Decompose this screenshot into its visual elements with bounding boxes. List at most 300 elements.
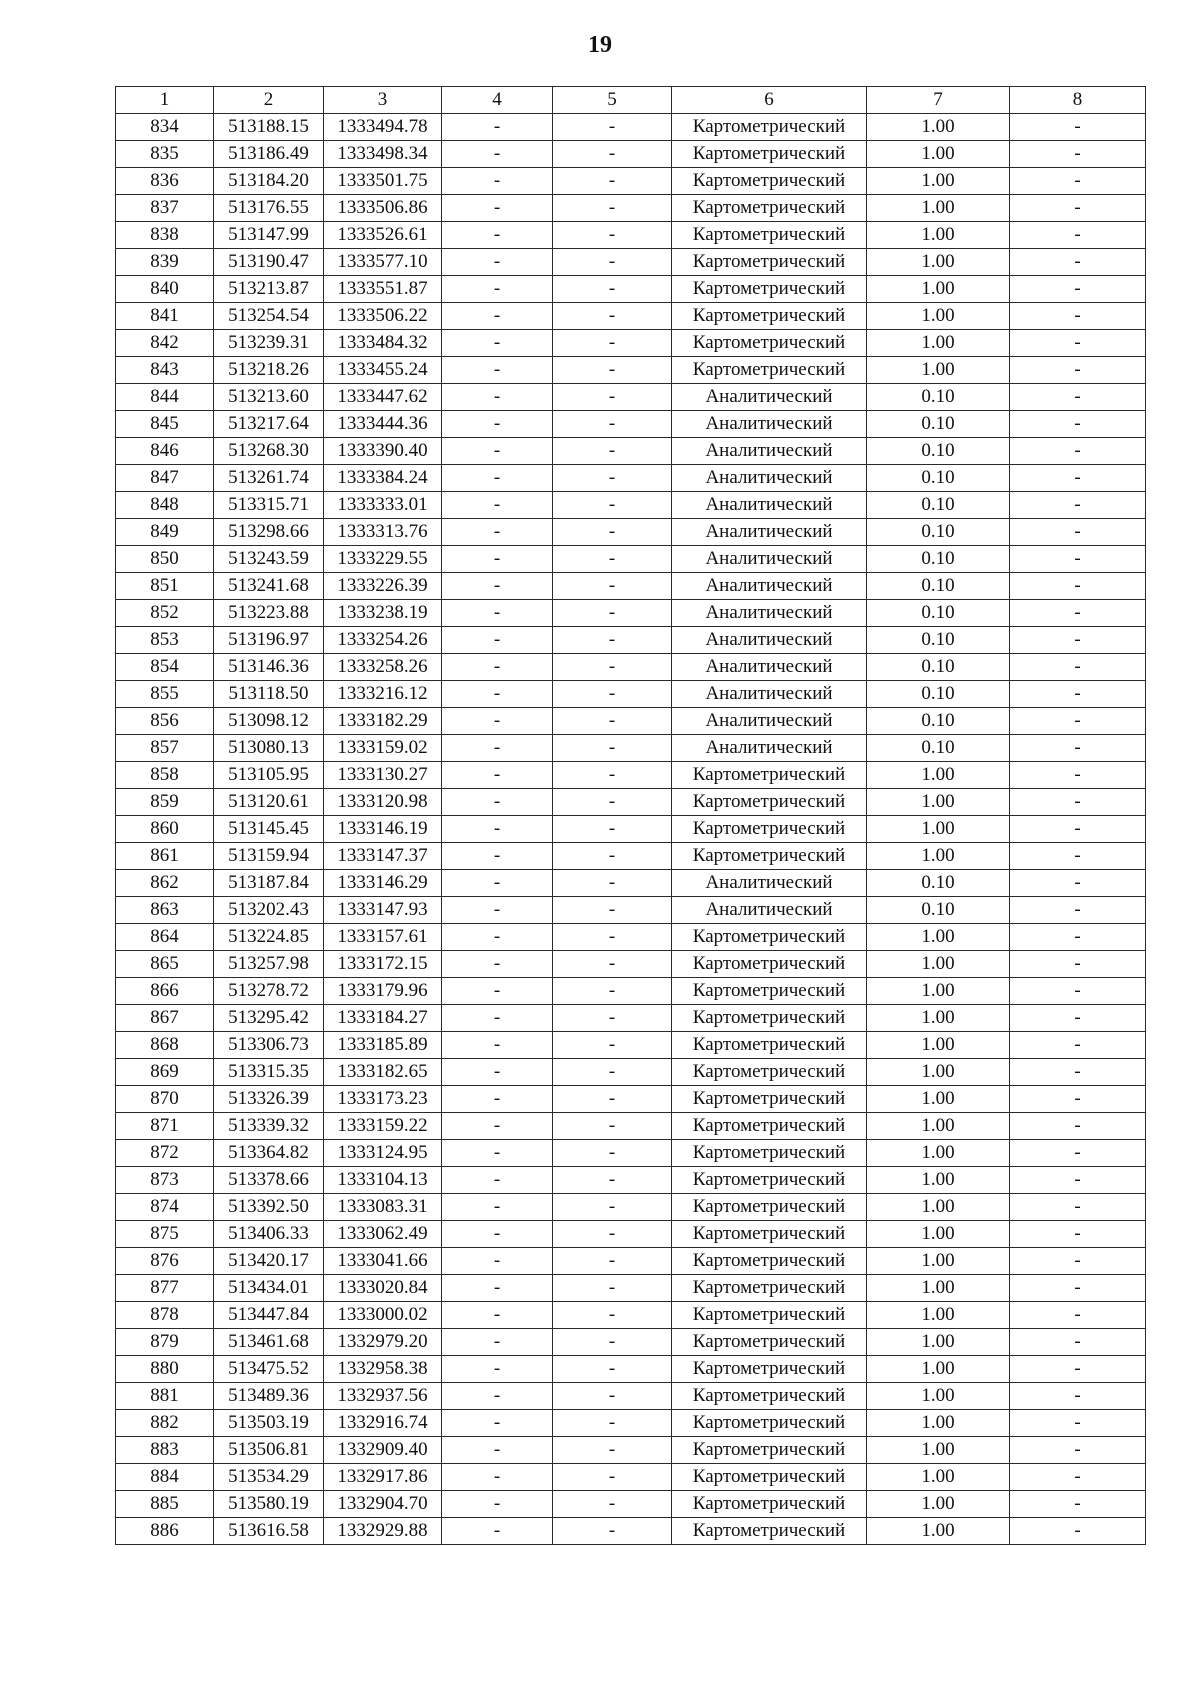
- column-8-cell: -: [1010, 789, 1146, 816]
- column-5-cell: -: [553, 195, 672, 222]
- table-row: [116, 843, 1146, 870]
- accuracy-cell: 0.10: [867, 411, 1010, 438]
- column-8-cell: -: [1010, 1383, 1146, 1410]
- column-4-cell: -: [442, 1167, 553, 1194]
- x-coordinate-cell: 513315.35: [214, 1059, 324, 1086]
- table-row: [116, 978, 1146, 1005]
- y-coordinate-cell: 1333184.27: [324, 1005, 442, 1032]
- column-5-cell: -: [553, 1005, 672, 1032]
- method-cell: Картометрический: [672, 276, 867, 303]
- x-coordinate-cell: 513339.32: [214, 1113, 324, 1140]
- header-row: [116, 87, 1146, 114]
- method-cell: Картометрический: [672, 249, 867, 276]
- table-row: [116, 519, 1146, 546]
- column-8-cell: -: [1010, 1464, 1146, 1491]
- y-coordinate-cell: 1333182.65: [324, 1059, 442, 1086]
- accuracy-cell: 1.00: [867, 1086, 1010, 1113]
- y-coordinate-cell: 1333333.01: [324, 492, 442, 519]
- table-row: [116, 600, 1146, 627]
- method-cell: Картометрический: [672, 816, 867, 843]
- column-4-cell: -: [442, 141, 553, 168]
- x-coordinate-cell: 513176.55: [214, 195, 324, 222]
- column-8-cell: -: [1010, 870, 1146, 897]
- column-8-cell: -: [1010, 546, 1146, 573]
- table-row: [116, 573, 1146, 600]
- column-8-cell: -: [1010, 1167, 1146, 1194]
- table-row: [116, 1221, 1146, 1248]
- point-number-cell: 884: [116, 1464, 214, 1491]
- accuracy-cell: 1.00: [867, 168, 1010, 195]
- method-cell: Картометрический: [672, 1248, 867, 1275]
- column-8-cell: -: [1010, 168, 1146, 195]
- column-5-cell: -: [553, 1464, 672, 1491]
- point-number-cell: 885: [116, 1491, 214, 1518]
- method-cell: Аналитический: [672, 627, 867, 654]
- column-4-cell: -: [442, 465, 553, 492]
- column-4-cell: -: [442, 1248, 553, 1275]
- column-5-cell: -: [553, 168, 672, 195]
- column-5-cell: -: [553, 411, 672, 438]
- point-number-cell: 867: [116, 1005, 214, 1032]
- table-row: [116, 114, 1146, 141]
- column-8-cell: -: [1010, 303, 1146, 330]
- column-header: 4: [442, 87, 553, 114]
- column-8-cell: -: [1010, 195, 1146, 222]
- column-5-cell: -: [553, 1086, 672, 1113]
- method-cell: Картометрический: [672, 357, 867, 384]
- column-8-cell: -: [1010, 951, 1146, 978]
- table-row: [116, 1437, 1146, 1464]
- column-5-cell: -: [553, 1518, 672, 1545]
- table-row: [116, 1167, 1146, 1194]
- column-8-cell: -: [1010, 897, 1146, 924]
- accuracy-cell: 1.00: [867, 1140, 1010, 1167]
- table-row: [116, 411, 1146, 438]
- y-coordinate-cell: 1333390.40: [324, 438, 442, 465]
- point-number-cell: 848: [116, 492, 214, 519]
- x-coordinate-cell: 513196.97: [214, 627, 324, 654]
- y-coordinate-cell: 1333104.13: [324, 1167, 442, 1194]
- column-5-cell: -: [553, 897, 672, 924]
- point-number-cell: 850: [116, 546, 214, 573]
- column-8-cell: -: [1010, 1005, 1146, 1032]
- x-coordinate-cell: 513120.61: [214, 789, 324, 816]
- point-number-cell: 881: [116, 1383, 214, 1410]
- point-number-cell: 834: [116, 114, 214, 141]
- column-4-cell: -: [442, 1221, 553, 1248]
- method-cell: Картометрический: [672, 1032, 867, 1059]
- y-coordinate-cell: 1333083.31: [324, 1194, 442, 1221]
- method-cell: Картометрический: [672, 1059, 867, 1086]
- column-5-cell: -: [553, 249, 672, 276]
- column-5-cell: -: [553, 1221, 672, 1248]
- point-number-cell: 882: [116, 1410, 214, 1437]
- point-number-cell: 845: [116, 411, 214, 438]
- y-coordinate-cell: 1332979.20: [324, 1329, 442, 1356]
- y-coordinate-cell: 1333147.93: [324, 897, 442, 924]
- accuracy-cell: 1.00: [867, 843, 1010, 870]
- accuracy-cell: 0.10: [867, 600, 1010, 627]
- table-row: [116, 762, 1146, 789]
- method-cell: Картометрический: [672, 843, 867, 870]
- table-row: [116, 546, 1146, 573]
- column-4-cell: -: [442, 816, 553, 843]
- column-5-cell: -: [553, 1383, 672, 1410]
- table-row: [116, 1410, 1146, 1437]
- y-coordinate-cell: 1333226.39: [324, 573, 442, 600]
- point-number-cell: 837: [116, 195, 214, 222]
- x-coordinate-cell: 513118.50: [214, 681, 324, 708]
- column-5-cell: -: [553, 546, 672, 573]
- column-5-cell: -: [553, 1329, 672, 1356]
- accuracy-cell: 1.00: [867, 924, 1010, 951]
- point-number-cell: 863: [116, 897, 214, 924]
- x-coordinate-cell: 513447.84: [214, 1302, 324, 1329]
- table-row: [116, 1302, 1146, 1329]
- x-coordinate-cell: 513298.66: [214, 519, 324, 546]
- column-8-cell: -: [1010, 1329, 1146, 1356]
- point-number-cell: 873: [116, 1167, 214, 1194]
- table-row: [116, 492, 1146, 519]
- column-8-cell: -: [1010, 1086, 1146, 1113]
- column-header: 1: [116, 87, 214, 114]
- column-5-cell: -: [553, 465, 672, 492]
- accuracy-cell: 1.00: [867, 1491, 1010, 1518]
- column-5-cell: -: [553, 627, 672, 654]
- y-coordinate-cell: 1333130.27: [324, 762, 442, 789]
- column-4-cell: -: [442, 1032, 553, 1059]
- x-coordinate-cell: 513098.12: [214, 708, 324, 735]
- x-coordinate-cell: 513243.59: [214, 546, 324, 573]
- point-number-cell: 858: [116, 762, 214, 789]
- method-cell: Аналитический: [672, 438, 867, 465]
- accuracy-cell: 1.00: [867, 1302, 1010, 1329]
- y-coordinate-cell: 1333020.84: [324, 1275, 442, 1302]
- y-coordinate-cell: 1333157.61: [324, 924, 442, 951]
- column-4-cell: -: [442, 411, 553, 438]
- method-cell: Картометрический: [672, 1005, 867, 1032]
- y-coordinate-cell: 1333172.15: [324, 951, 442, 978]
- column-8-cell: -: [1010, 438, 1146, 465]
- x-coordinate-cell: 513580.19: [214, 1491, 324, 1518]
- point-number-cell: 854: [116, 654, 214, 681]
- column-4-cell: -: [442, 276, 553, 303]
- column-5-cell: -: [553, 519, 672, 546]
- y-coordinate-cell: 1333182.29: [324, 708, 442, 735]
- x-coordinate-cell: 513364.82: [214, 1140, 324, 1167]
- column-header: 8: [1010, 87, 1146, 114]
- accuracy-cell: 0.10: [867, 870, 1010, 897]
- column-8-cell: -: [1010, 492, 1146, 519]
- method-cell: Картометрический: [672, 303, 867, 330]
- column-8-cell: -: [1010, 465, 1146, 492]
- x-coordinate-cell: 513392.50: [214, 1194, 324, 1221]
- column-5-cell: -: [553, 1140, 672, 1167]
- accuracy-cell: 1.00: [867, 1221, 1010, 1248]
- x-coordinate-cell: 513217.64: [214, 411, 324, 438]
- column-8-cell: -: [1010, 843, 1146, 870]
- column-4-cell: -: [442, 1113, 553, 1140]
- column-4-cell: -: [442, 1464, 553, 1491]
- column-5-cell: -: [553, 600, 672, 627]
- column-4-cell: -: [442, 843, 553, 870]
- x-coordinate-cell: 513306.73: [214, 1032, 324, 1059]
- table-row: [116, 924, 1146, 951]
- point-number-cell: 870: [116, 1086, 214, 1113]
- table-row: [116, 1194, 1146, 1221]
- accuracy-cell: 0.10: [867, 627, 1010, 654]
- column-4-cell: -: [442, 1437, 553, 1464]
- x-coordinate-cell: 513239.31: [214, 330, 324, 357]
- column-4-cell: -: [442, 492, 553, 519]
- column-4-cell: -: [442, 357, 553, 384]
- table-row: [116, 222, 1146, 249]
- column-8-cell: -: [1010, 276, 1146, 303]
- table-row: [116, 168, 1146, 195]
- point-number-cell: 879: [116, 1329, 214, 1356]
- method-cell: Картометрический: [672, 168, 867, 195]
- point-number-cell: 855: [116, 681, 214, 708]
- accuracy-cell: 0.10: [867, 708, 1010, 735]
- accuracy-cell: 0.10: [867, 735, 1010, 762]
- column-8-cell: -: [1010, 1221, 1146, 1248]
- y-coordinate-cell: 1333229.55: [324, 546, 442, 573]
- column-8-cell: -: [1010, 708, 1146, 735]
- x-coordinate-cell: 513190.47: [214, 249, 324, 276]
- column-8-cell: -: [1010, 681, 1146, 708]
- column-8-cell: -: [1010, 519, 1146, 546]
- column-4-cell: -: [442, 573, 553, 600]
- page-number: 19: [588, 32, 612, 58]
- table-row: [116, 1383, 1146, 1410]
- column-5-cell: -: [553, 1194, 672, 1221]
- accuracy-cell: 1.00: [867, 1275, 1010, 1302]
- method-cell: Картометрический: [672, 924, 867, 951]
- y-coordinate-cell: 1333147.37: [324, 843, 442, 870]
- table-row: [116, 141, 1146, 168]
- column-4-cell: -: [442, 1356, 553, 1383]
- table-row: [116, 1005, 1146, 1032]
- column-4-cell: -: [442, 222, 553, 249]
- table-row: [116, 1032, 1146, 1059]
- y-coordinate-cell: 1333146.29: [324, 870, 442, 897]
- method-cell: Картометрический: [672, 1356, 867, 1383]
- point-number-cell: 849: [116, 519, 214, 546]
- y-coordinate-cell: 1333484.32: [324, 330, 442, 357]
- point-number-cell: 843: [116, 357, 214, 384]
- method-cell: Аналитический: [672, 546, 867, 573]
- column-4-cell: -: [442, 789, 553, 816]
- column-4-cell: -: [442, 330, 553, 357]
- column-8-cell: -: [1010, 141, 1146, 168]
- method-cell: Аналитический: [672, 708, 867, 735]
- column-5-cell: -: [553, 276, 672, 303]
- x-coordinate-cell: 513186.49: [214, 141, 324, 168]
- point-number-cell: 860: [116, 816, 214, 843]
- accuracy-cell: 0.10: [867, 438, 1010, 465]
- x-coordinate-cell: 513268.30: [214, 438, 324, 465]
- y-coordinate-cell: 1333124.95: [324, 1140, 442, 1167]
- x-coordinate-cell: 513202.43: [214, 897, 324, 924]
- y-coordinate-cell: 1333384.24: [324, 465, 442, 492]
- column-4-cell: -: [442, 1194, 553, 1221]
- x-coordinate-cell: 513461.68: [214, 1329, 324, 1356]
- point-number-cell: 865: [116, 951, 214, 978]
- accuracy-cell: 0.10: [867, 492, 1010, 519]
- column-4-cell: -: [442, 195, 553, 222]
- column-5-cell: -: [553, 1437, 672, 1464]
- column-4-cell: -: [442, 1410, 553, 1437]
- table-row: [116, 708, 1146, 735]
- y-coordinate-cell: 1333501.75: [324, 168, 442, 195]
- x-coordinate-cell: 513489.36: [214, 1383, 324, 1410]
- column-5-cell: -: [553, 762, 672, 789]
- method-cell: Картометрический: [672, 141, 867, 168]
- column-4-cell: -: [442, 1518, 553, 1545]
- column-5-cell: -: [553, 843, 672, 870]
- column-4-cell: -: [442, 1140, 553, 1167]
- x-coordinate-cell: 513146.36: [214, 654, 324, 681]
- method-cell: Картометрический: [672, 762, 867, 789]
- table-row: [116, 1518, 1146, 1545]
- column-4-cell: -: [442, 303, 553, 330]
- y-coordinate-cell: 1333506.22: [324, 303, 442, 330]
- column-4-cell: -: [442, 762, 553, 789]
- y-coordinate-cell: 1333444.36: [324, 411, 442, 438]
- x-coordinate-cell: 513105.95: [214, 762, 324, 789]
- column-4-cell: -: [442, 735, 553, 762]
- column-5-cell: -: [553, 681, 672, 708]
- column-4-cell: -: [442, 654, 553, 681]
- point-number-cell: 842: [116, 330, 214, 357]
- column-header: 7: [867, 87, 1010, 114]
- table-row: [116, 1356, 1146, 1383]
- column-8-cell: -: [1010, 1059, 1146, 1086]
- table-row: [116, 1059, 1146, 1086]
- point-number-cell: 869: [116, 1059, 214, 1086]
- point-number-cell: 871: [116, 1113, 214, 1140]
- point-number-cell: 886: [116, 1518, 214, 1545]
- column-8-cell: -: [1010, 573, 1146, 600]
- column-8-cell: -: [1010, 384, 1146, 411]
- accuracy-cell: 0.10: [867, 546, 1010, 573]
- point-number-cell: 875: [116, 1221, 214, 1248]
- accuracy-cell: 0.10: [867, 465, 1010, 492]
- column-8-cell: -: [1010, 1275, 1146, 1302]
- y-coordinate-cell: 1332937.56: [324, 1383, 442, 1410]
- column-4-cell: -: [442, 1059, 553, 1086]
- y-coordinate-cell: 1333216.12: [324, 681, 442, 708]
- column-5-cell: -: [553, 708, 672, 735]
- column-8-cell: -: [1010, 978, 1146, 1005]
- point-number-cell: 839: [116, 249, 214, 276]
- column-header: 6: [672, 87, 867, 114]
- column-5-cell: -: [553, 870, 672, 897]
- column-header: 2: [214, 87, 324, 114]
- accuracy-cell: 1.00: [867, 1167, 1010, 1194]
- table-body: [116, 114, 1146, 1545]
- column-8-cell: -: [1010, 411, 1146, 438]
- method-cell: Картометрический: [672, 195, 867, 222]
- x-coordinate-cell: 513218.26: [214, 357, 324, 384]
- table-row: [116, 303, 1146, 330]
- column-8-cell: -: [1010, 330, 1146, 357]
- column-5-cell: -: [553, 438, 672, 465]
- x-coordinate-cell: 513315.71: [214, 492, 324, 519]
- y-coordinate-cell: 1333498.34: [324, 141, 442, 168]
- method-cell: Аналитический: [672, 519, 867, 546]
- table-row: [116, 816, 1146, 843]
- x-coordinate-cell: 513475.52: [214, 1356, 324, 1383]
- column-4-cell: -: [442, 627, 553, 654]
- column-4-cell: -: [442, 924, 553, 951]
- y-coordinate-cell: 1333062.49: [324, 1221, 442, 1248]
- x-coordinate-cell: 513184.20: [214, 168, 324, 195]
- table-row: [116, 1248, 1146, 1275]
- column-5-cell: -: [553, 573, 672, 600]
- method-cell: Картометрический: [672, 1221, 867, 1248]
- method-cell: Аналитический: [672, 384, 867, 411]
- method-cell: Картометрический: [672, 1518, 867, 1545]
- column-8-cell: -: [1010, 249, 1146, 276]
- accuracy-cell: 1.00: [867, 1329, 1010, 1356]
- x-coordinate-cell: 513223.88: [214, 600, 324, 627]
- table-row: [116, 1329, 1146, 1356]
- column-5-cell: -: [553, 1302, 672, 1329]
- method-cell: Картометрический: [672, 1113, 867, 1140]
- method-cell: Аналитический: [672, 465, 867, 492]
- accuracy-cell: 1.00: [867, 222, 1010, 249]
- column-8-cell: -: [1010, 1140, 1146, 1167]
- y-coordinate-cell: 1333179.96: [324, 978, 442, 1005]
- accuracy-cell: 1.00: [867, 789, 1010, 816]
- column-5-cell: -: [553, 303, 672, 330]
- x-coordinate-cell: 513278.72: [214, 978, 324, 1005]
- column-5-cell: -: [553, 951, 672, 978]
- table-row: [116, 357, 1146, 384]
- x-coordinate-cell: 513434.01: [214, 1275, 324, 1302]
- column-5-cell: -: [553, 141, 672, 168]
- accuracy-cell: 1.00: [867, 1410, 1010, 1437]
- accuracy-cell: 1.00: [867, 303, 1010, 330]
- x-coordinate-cell: 513378.66: [214, 1167, 324, 1194]
- column-5-cell: -: [553, 492, 672, 519]
- table-row: [116, 330, 1146, 357]
- x-coordinate-cell: 513616.58: [214, 1518, 324, 1545]
- y-coordinate-cell: 1333254.26: [324, 627, 442, 654]
- column-8-cell: -: [1010, 1437, 1146, 1464]
- method-cell: Аналитический: [672, 654, 867, 681]
- point-number-cell: 878: [116, 1302, 214, 1329]
- method-cell: Картометрический: [672, 1491, 867, 1518]
- x-coordinate-cell: 513406.33: [214, 1221, 324, 1248]
- method-cell: Картометрический: [672, 222, 867, 249]
- accuracy-cell: 1.00: [867, 1464, 1010, 1491]
- method-cell: Картометрический: [672, 114, 867, 141]
- column-5-cell: -: [553, 789, 672, 816]
- method-cell: Картометрический: [672, 1275, 867, 1302]
- y-coordinate-cell: 1333313.76: [324, 519, 442, 546]
- column-8-cell: -: [1010, 1410, 1146, 1437]
- method-cell: Аналитический: [672, 897, 867, 924]
- column-5-cell: -: [553, 924, 672, 951]
- column-5-cell: -: [553, 735, 672, 762]
- method-cell: Картометрический: [672, 1383, 867, 1410]
- y-coordinate-cell: 1333494.78: [324, 114, 442, 141]
- table-row: [116, 438, 1146, 465]
- table-header: [116, 87, 1146, 114]
- table-row: [116, 276, 1146, 303]
